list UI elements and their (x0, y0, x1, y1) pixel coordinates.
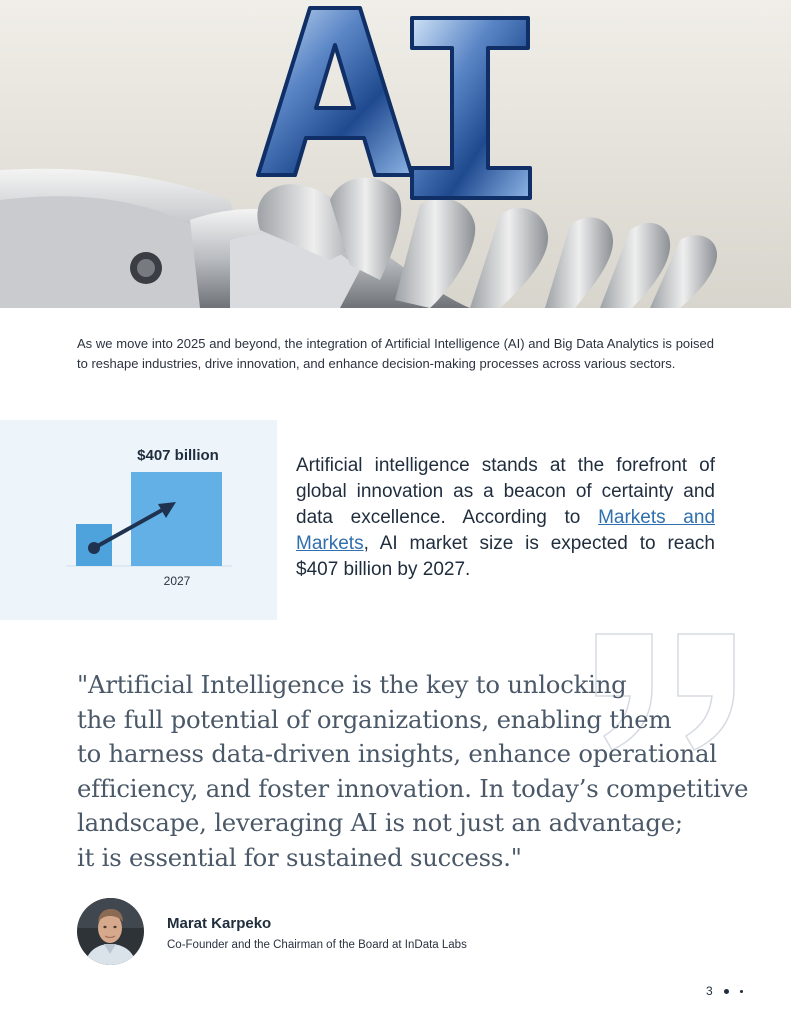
chairman-quote (77, 668, 749, 875)
quote-line: efficiency, and foster innovation. In today’s competitive (77, 773, 749, 803)
author-name: Marat Karpeko (167, 915, 272, 932)
market-size-text-after: , AI market size is expected to reach $407 billion by 2027. (296, 533, 715, 580)
page-dot-large (724, 989, 729, 994)
intro-paragraph: As we move into 2025 and beyond, the integration of Artificial Intelligence (AI) and Big Data Analytics is poised to reshape industries, drive innovation, and enhance decision-making processes across various sectors. (77, 336, 714, 371)
market-size-value: $407 billion (137, 447, 219, 464)
hero-illustration (0, 0, 791, 308)
market-size-paragraph (296, 453, 715, 583)
hero-image (0, 0, 791, 308)
quote-line: it is essential for sustained success." (77, 842, 522, 872)
author-role: Co-Founder and the Chairman of the Board at InData Labs (167, 939, 467, 951)
author-photo (77, 898, 144, 965)
quote-line: to harness data-driven insights, enhance operational (77, 739, 717, 768)
page-dot-small (740, 990, 743, 993)
quote-line: landscape, leveraging AI is not just an advantage; (77, 808, 683, 837)
author-avatar (77, 898, 144, 965)
quote-line: "Artificial Intelligence is the key to unlocking (77, 670, 627, 699)
quote-line: the full potential of organizations, enabling them (77, 704, 672, 734)
page-number: 3 (706, 984, 713, 998)
growth-arrow-origin (88, 542, 100, 554)
market-size-year: 2027 (163, 574, 191, 588)
markets-and-markets-link[interactable]: Markets and Markets (296, 507, 716, 554)
market-size-text-before: Artificial intelligence stands at the forefront of global innovation as a beacon of certainty and data excellence. According to (296, 455, 715, 528)
